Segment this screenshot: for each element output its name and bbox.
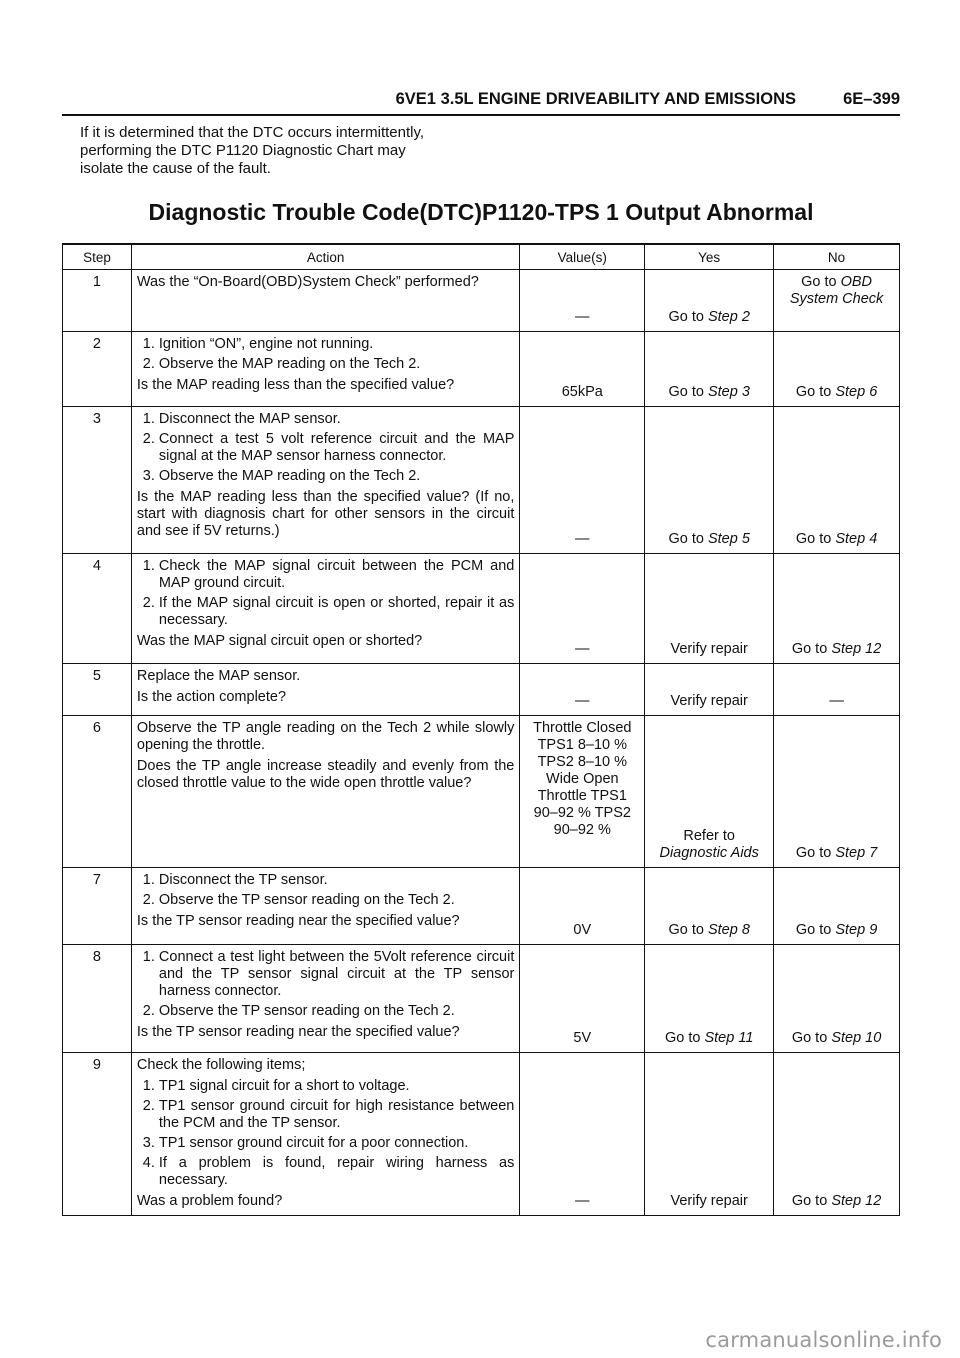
- table-row: [63, 945, 900, 1053]
- yes-text: Verify repair: [670, 641, 748, 657]
- step-number: 9: [63, 1053, 132, 1216]
- value-cell: —: [520, 554, 645, 664]
- value-cell: 0V: [520, 868, 645, 945]
- action-question: Is the MAP reading less than the specified value?: [136, 377, 455, 393]
- action-step: 1. Connect a test light between the 5Volt reference circuit and the TP sensor signal circuit at the TP sensor harness connector.: [159, 949, 514, 1000]
- no-link: Step 10: [831, 1030, 882, 1046]
- step-number: 8: [63, 945, 132, 1053]
- action-cell: [131, 332, 519, 407]
- table-header-row: [63, 244, 900, 270]
- yes-link: Step 5: [707, 531, 750, 547]
- no-cell: [774, 554, 900, 664]
- no-link: Step 12: [831, 1193, 882, 1209]
- no-text: —: [829, 693, 844, 709]
- action-step: 3. Observe the MAP reading on the Tech 2.: [159, 468, 514, 485]
- intro-paragraph: [80, 124, 500, 178]
- yes-cell: [645, 407, 774, 554]
- action-cell: [131, 868, 519, 945]
- no-text: Go to: [791, 1193, 832, 1209]
- col-header-values: Value(s): [520, 244, 645, 270]
- value-cell: —: [520, 270, 645, 332]
- step-number: 2: [63, 332, 132, 407]
- yes-cell: [645, 332, 774, 407]
- no-cell: [774, 407, 900, 554]
- action-question: Was the “On-Board(OBD)System Check” performed?: [136, 274, 479, 290]
- no-link: Step 12: [831, 641, 882, 657]
- no-cell: [774, 270, 900, 332]
- action-question: Does the TP angle increase steadily and evenly from the closed throttle value to the wide open throttle value?: [136, 758, 515, 791]
- no-link: OBD System Check: [789, 274, 884, 307]
- diagnostic-table: [62, 243, 900, 1216]
- action-question: Is the TP sensor reading near the specified value?: [136, 1024, 460, 1040]
- no-cell: [774, 332, 900, 407]
- no-text: Go to: [791, 641, 832, 657]
- action-steps: [137, 1078, 514, 1189]
- yes-text: Go to: [668, 531, 708, 547]
- yes-text: Go to: [668, 922, 708, 938]
- no-link: Step 9: [835, 922, 878, 938]
- table-row: [63, 868, 900, 945]
- col-header-step: Step: [63, 244, 132, 270]
- yes-cell: [645, 664, 774, 716]
- col-header-yes: Yes: [645, 244, 774, 270]
- action-question: Was a problem found?: [136, 1193, 283, 1209]
- watermark: carmanualsonline.info: [705, 1328, 942, 1352]
- value-cell: —: [520, 407, 645, 554]
- yes-text: Refer to: [683, 828, 735, 844]
- action-cell: [131, 664, 519, 716]
- action-step: 2. Observe the MAP reading on the Tech 2.: [159, 356, 514, 373]
- table-row: [63, 407, 900, 554]
- action-step: 1. Disconnect the MAP sensor.: [159, 411, 514, 428]
- table-row: [63, 554, 900, 664]
- action-steps: [137, 411, 514, 485]
- table-row: [63, 716, 900, 868]
- no-link: Step 4: [835, 531, 878, 547]
- action-cell: [131, 1053, 519, 1216]
- table-row: [63, 664, 900, 716]
- action-cell: [131, 407, 519, 554]
- action-cell: [131, 554, 519, 664]
- action-cell: [131, 945, 519, 1053]
- action-step: 1. Ignition “ON”, engine not running.: [159, 336, 514, 353]
- action-step: 2. TP1 sensor ground circuit for high resistance between the PCM and the TP sensor.: [159, 1098, 514, 1132]
- step-number: 7: [63, 868, 132, 945]
- action-question: Is the TP sensor reading near the specified value?: [136, 913, 460, 929]
- action-question: Is the action complete?: [136, 689, 287, 705]
- chart-title: Diagnostic Trouble Code(DTC)P1120-TPS 1 Output Abnormal: [148, 199, 814, 225]
- no-cell: [774, 945, 900, 1053]
- action-steps: [137, 872, 514, 909]
- action-steps: [137, 336, 514, 373]
- col-header-no: No: [774, 244, 900, 270]
- value-cell: —: [520, 664, 645, 716]
- action-step: 1. TP1 signal circuit for a short to voltage.: [159, 1078, 514, 1095]
- yes-text: Verify repair: [670, 693, 748, 709]
- yes-link: Diagnostic Aids: [659, 845, 759, 861]
- yes-text: Go to: [668, 309, 708, 325]
- no-text: Go to: [791, 1030, 832, 1046]
- yes-link: Step 3: [707, 384, 750, 400]
- yes-cell: [645, 716, 774, 868]
- no-cell: [774, 868, 900, 945]
- no-link: Step 7: [835, 845, 878, 861]
- intro-line: performing the DTC P1120 Diagnostic Chart may: [80, 142, 406, 159]
- table-row: [63, 332, 900, 407]
- no-text: Go to: [795, 531, 836, 547]
- yes-link: Step 11: [704, 1030, 754, 1046]
- action-text: Replace the MAP sensor.: [136, 668, 301, 684]
- table-row: [63, 1053, 900, 1216]
- value-cell: 65kPa: [520, 332, 645, 407]
- no-text: Go to: [801, 274, 841, 290]
- table-body: [63, 270, 900, 1216]
- action-step: 2. If the MAP signal circuit is open or shorted, repair it as necessary.: [159, 595, 514, 629]
- yes-text: Go to: [664, 1030, 705, 1046]
- no-text: Go to: [795, 922, 836, 938]
- step-number: 6: [63, 716, 132, 868]
- no-text: Go to: [795, 845, 836, 861]
- no-text: Go to: [795, 384, 836, 400]
- value-cell: Throttle Closed TPS1 8–10 % TPS2 8–10 % Wide Open Throttle TPS1 90–92 % TPS2 90–92 %: [520, 716, 645, 868]
- action-text: Observe the TP angle reading on the Tech 2 while slowly opening the throttle.: [136, 720, 515, 753]
- action-cell: [131, 270, 519, 332]
- yes-cell: [645, 1053, 774, 1216]
- action-step: 2. Observe the TP sensor reading on the Tech 2.: [159, 892, 514, 909]
- yes-text: Verify repair: [670, 1193, 748, 1209]
- page-header: [62, 88, 900, 116]
- action-step: 2. Connect a test 5 volt reference circuit and the MAP signal at the MAP sensor harness connector.: [159, 431, 514, 465]
- table-row: [63, 270, 900, 332]
- no-cell: [774, 664, 900, 716]
- no-cell: [774, 716, 900, 868]
- yes-cell: [645, 945, 774, 1053]
- yes-link: Step 8: [707, 922, 750, 938]
- action-step: 2. Observe the TP sensor reading on the Tech 2.: [159, 1003, 514, 1020]
- page-number: 6E–399: [843, 90, 900, 108]
- value-cell: —: [520, 1053, 645, 1216]
- action-step: 1. Disconnect the TP sensor.: [159, 872, 514, 889]
- no-cell: [774, 1053, 900, 1216]
- step-number: 4: [63, 554, 132, 664]
- action-steps: [137, 558, 514, 629]
- intro-line: isolate the cause of the fault.: [80, 160, 271, 177]
- step-number: 3: [63, 407, 132, 554]
- action-question: Was the MAP signal circuit open or shorted?: [136, 633, 423, 649]
- yes-cell: [645, 868, 774, 945]
- intro-line: If it is determined that the DTC occurs intermittently,: [80, 124, 425, 141]
- yes-cell: [645, 554, 774, 664]
- col-header-action: Action: [131, 244, 519, 270]
- section-title: 6VE1 3.5L ENGINE DRIVEABILITY AND EMISSIONS: [395, 90, 796, 108]
- action-steps: [137, 949, 514, 1020]
- step-number: 1: [63, 270, 132, 332]
- action-question: Is the MAP reading less than the specified value? (If no, start with diagnosis chart for other sensors in the circuit and see if 5V returns.): [136, 489, 515, 539]
- action-cell: [131, 716, 519, 868]
- yes-link: Step 2: [707, 309, 750, 325]
- action-text: Check the following items;: [136, 1057, 306, 1073]
- step-number: 5: [63, 664, 132, 716]
- yes-text: Go to: [668, 384, 708, 400]
- no-link: Step 6: [835, 384, 878, 400]
- action-step: 4. If a problem is found, repair wiring harness as necessary.: [159, 1155, 514, 1189]
- action-step: 1. Check the MAP signal circuit between the PCM and MAP ground circuit.: [159, 558, 514, 592]
- yes-cell: [645, 270, 774, 332]
- action-step: 3. TP1 sensor ground circuit for a poor connection.: [159, 1135, 514, 1152]
- value-cell: 5V: [520, 945, 645, 1053]
